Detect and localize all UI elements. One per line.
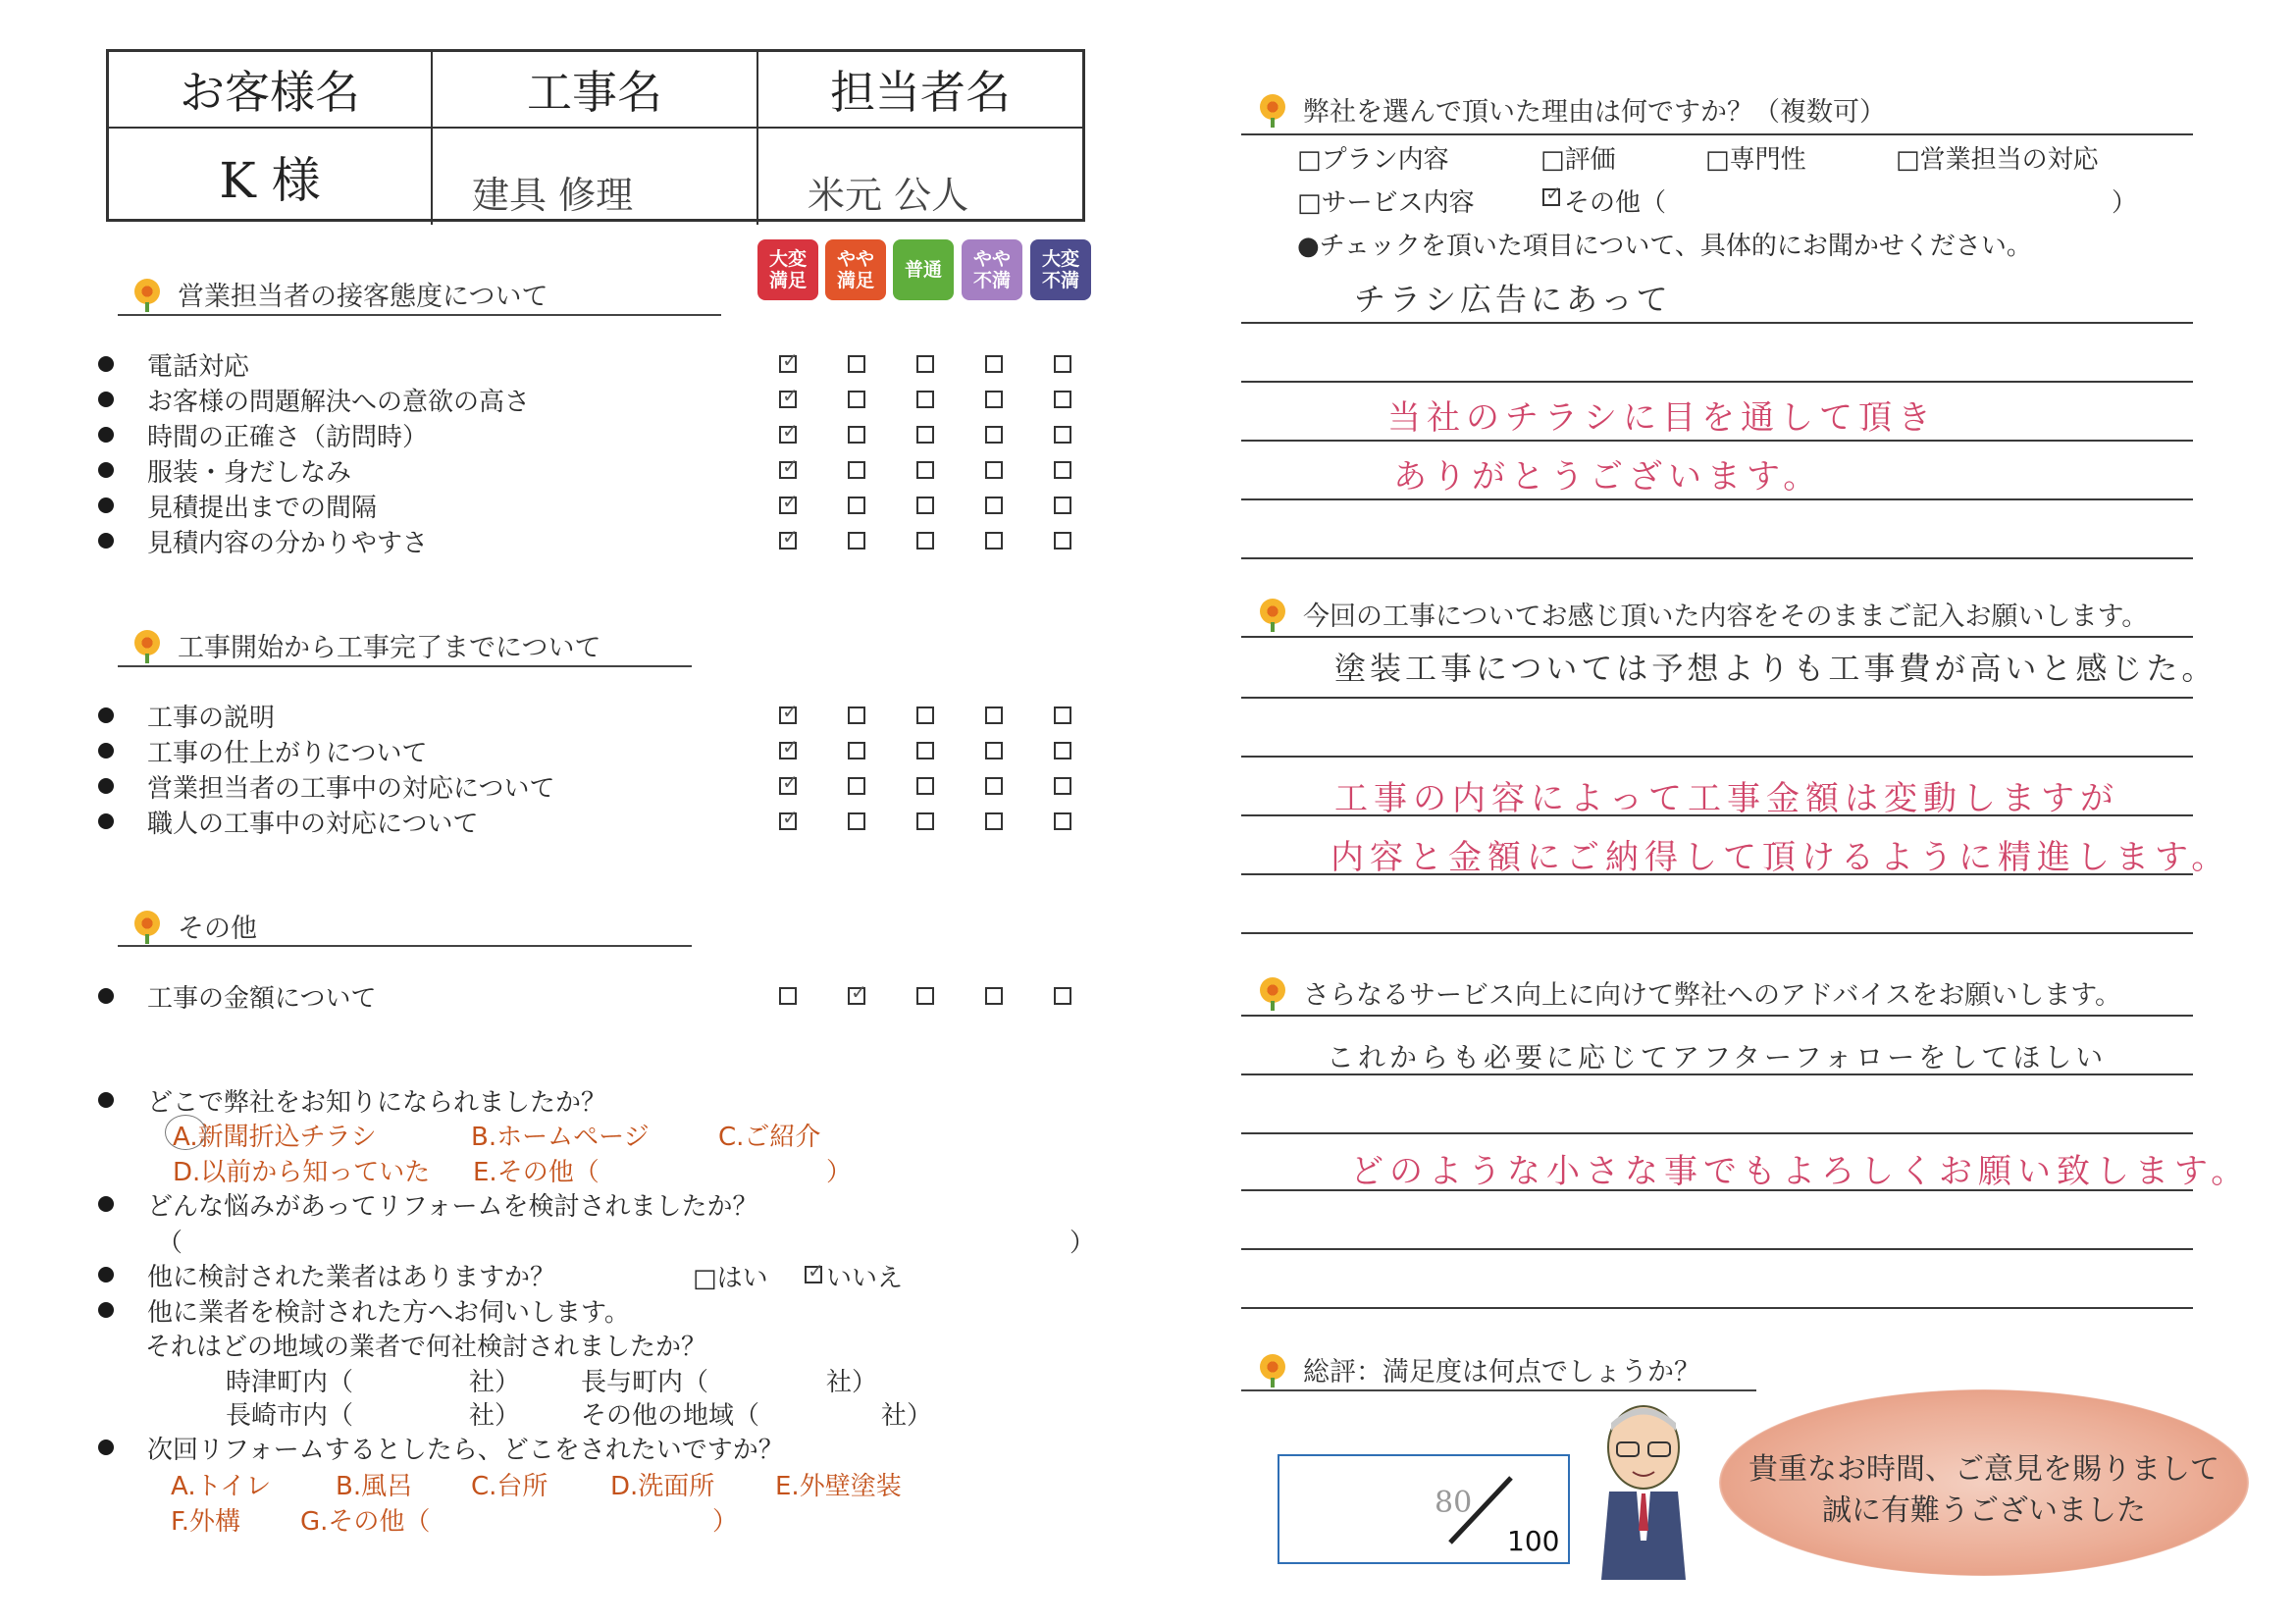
q-other-text: 他に検討された業者はありますか？: [147, 1262, 556, 1292]
rating-checkbox[interactable]: [916, 461, 934, 479]
question-label: 服装・身だしなみ: [147, 457, 352, 488]
rating-checkbox[interactable]: [1054, 355, 1071, 373]
rating-checkbox[interactable]: [1054, 391, 1071, 408]
source-option-b[interactable]: B.ホームページ: [471, 1123, 650, 1152]
rule: [1241, 322, 2193, 324]
rating-checkbox[interactable]: [779, 461, 797, 479]
flower-icon: [1258, 977, 1289, 1009]
rating-checkbox[interactable]: [1054, 777, 1071, 795]
question-row: [98, 524, 428, 557]
next-option-e[interactable]: E.外壁塗装: [775, 1472, 902, 1501]
section-divider: [118, 945, 692, 947]
flower-icon: [132, 630, 164, 661]
area-nagayo-sha: 社）: [826, 1368, 878, 1397]
thanks-line-1: 貴重なお時間、ご意見を賜りまして: [1748, 1452, 2219, 1487]
opt-expert[interactable]: □専門性: [1705, 145, 1806, 175]
other-no-label: いいえ: [826, 1264, 904, 1293]
other-no-checkbox[interactable]: [805, 1266, 822, 1283]
area-tokitsu-sha: 社）: [469, 1368, 521, 1397]
source-option-a[interactable]: [173, 1117, 377, 1153]
reason-answer: チラシ広告にあって: [1354, 281, 1672, 318]
bullet: [98, 497, 114, 513]
question-row: [98, 489, 377, 522]
question-row: [98, 979, 376, 1013]
section-divider: [118, 665, 692, 667]
section-title-text: 営業担当者の接客態度について: [178, 282, 548, 312]
feel-reply-1: 工事の内容によって工事金額は変動しますが: [1334, 779, 2119, 818]
bullet: [98, 356, 114, 372]
rule: [1241, 636, 2193, 638]
section-other-title: [132, 907, 257, 945]
source-option-a-text: A.新聞折込チラシ: [173, 1123, 377, 1152]
thanks-bubble: [1719, 1389, 2249, 1576]
rating-checkbox[interactable]: [779, 497, 797, 514]
question-row: [98, 805, 478, 838]
bullet: [98, 813, 114, 829]
area-tokitsu: 時津町内（: [226, 1368, 354, 1397]
rating-badge: 大変 満足: [757, 239, 818, 300]
other-yes-option[interactable]: □はい: [693, 1264, 768, 1293]
rating-checkbox[interactable]: [916, 532, 934, 550]
flower-icon: [1258, 599, 1289, 630]
rule: [1241, 873, 2193, 875]
staff-value: 米元 公人: [808, 173, 969, 217]
bullet: [98, 427, 114, 443]
opt-other: その他（: [1564, 188, 1667, 218]
bullet: [98, 743, 114, 759]
rule: [1241, 1015, 2193, 1017]
area-nagasaki: 長崎市内（: [226, 1401, 354, 1431]
rating-badge: やや 満足: [825, 239, 886, 300]
detail-prompt: ●チェックを頂いた項目について、具体的にお聞かせください。: [1297, 232, 2032, 261]
rating-checkbox[interactable]: [916, 987, 934, 1005]
rating-checkbox[interactable]: [985, 426, 1003, 444]
bullet: [98, 1302, 114, 1318]
score-box[interactable]: [1278, 1454, 1570, 1564]
opt-other-checkbox[interactable]: [1542, 188, 1560, 206]
rule: [1241, 498, 2193, 500]
rating-checkbox[interactable]: [916, 812, 934, 830]
rating-checkbox[interactable]: [1054, 461, 1071, 479]
rating-checkbox[interactable]: [779, 812, 797, 830]
question-label: 営業担当者の工事中の対応について: [147, 773, 555, 804]
circle-mark: [165, 1115, 206, 1150]
question-label: 職人の工事中の対応について: [147, 809, 479, 839]
next-option-b[interactable]: B.風呂: [336, 1472, 413, 1501]
section-title-text: その他: [178, 914, 257, 944]
next-option-d[interactable]: D.洗面所: [610, 1472, 715, 1501]
q-worry: [98, 1187, 757, 1221]
rule: [1241, 440, 2193, 442]
rule: [1241, 133, 2193, 135]
rating-checkbox[interactable]: [985, 707, 1003, 724]
score-title-text: 総評：満足度は何点でしょうか？: [1303, 1357, 1700, 1387]
rating-checkbox[interactable]: [779, 355, 797, 373]
opt-service[interactable]: □サービス内容: [1297, 188, 1475, 218]
rule: [1241, 1073, 2193, 1075]
rating-badge: やや 不満: [962, 239, 1022, 300]
rating-checkbox[interactable]: [848, 461, 865, 479]
rating-checkbox[interactable]: [1054, 426, 1071, 444]
rating-checkbox[interactable]: [848, 355, 865, 373]
rating-checkbox[interactable]: [848, 707, 865, 724]
rating-checkbox[interactable]: [779, 391, 797, 408]
rating-checkbox[interactable]: [848, 426, 865, 444]
work-value: 建具 修理: [433, 129, 758, 225]
feel-reply-2: 内容と金額にご納得して頂けるように精進します。: [1331, 838, 2231, 877]
opt-staff[interactable]: □営業担当の対応: [1896, 145, 2099, 175]
advice-title-text: さらなるサービス向上に向けて弊社へのアドバイスをお願いします。: [1303, 980, 2122, 1011]
rating-checkbox[interactable]: [1054, 987, 1071, 1005]
rating-checkbox[interactable]: [985, 987, 1003, 1005]
feel-title-text: 今回の工事についてお感じ頂いた内容をそのままご記入お願いします。: [1303, 602, 2149, 632]
q-area: [98, 1293, 630, 1327]
advice-answer: これからも必要に応じてアフターフォローをしてほしい: [1327, 1041, 2108, 1073]
rating-checkbox[interactable]: [916, 355, 934, 373]
section-service-title: [132, 275, 548, 313]
q-next-text: 次回リフォームするとしたら、どこをされたいですか？: [147, 1435, 784, 1465]
rating-checkbox[interactable]: [985, 497, 1003, 514]
rating-badge: 大変 不満: [1030, 239, 1091, 300]
rating-checkbox[interactable]: [985, 777, 1003, 795]
next-option-g[interactable]: G.その他（: [300, 1507, 431, 1537]
question-row: [98, 453, 351, 487]
opt-other-close: ）: [2112, 188, 2138, 218]
bullet: [98, 1267, 114, 1283]
question-row: [98, 769, 554, 803]
rating-checkbox[interactable]: [1054, 707, 1071, 724]
question-label: 工事の説明: [147, 703, 276, 733]
rule: [1241, 756, 2193, 758]
rating-checkbox[interactable]: [1054, 812, 1071, 830]
feel-answer: 塗装工事については予想よりも工事費が高いと感じた。: [1334, 650, 2218, 687]
rating-checkbox[interactable]: [985, 742, 1003, 759]
source-option-e[interactable]: E.その他（: [473, 1158, 600, 1187]
bullet: [98, 462, 114, 478]
flower-icon: [1258, 1354, 1289, 1386]
staff-label: 担当者名: [758, 52, 1082, 129]
rating-checkbox[interactable]: [1054, 497, 1071, 514]
flower-icon: [132, 911, 164, 942]
rating-badge: 普通: [893, 239, 954, 300]
customer-label: お客様名: [109, 52, 433, 129]
bullet: [98, 707, 114, 723]
section-divider: [1241, 1389, 1756, 1391]
source-option-c[interactable]: C.ご紹介: [718, 1123, 821, 1152]
rating-checkbox[interactable]: [779, 426, 797, 444]
rating-checkbox[interactable]: [779, 532, 797, 550]
score-max: 100: [1507, 1525, 1560, 1557]
bullet: [98, 778, 114, 794]
question-label: 見積提出までの間隔: [147, 493, 378, 523]
flower-icon: [132, 279, 164, 310]
reason-title: [1258, 90, 1886, 129]
reason-reply-2: ありがとうございます。: [1393, 457, 1823, 497]
slash-mark: [1446, 1474, 1515, 1546]
rating-checkbox[interactable]: [848, 497, 865, 514]
q-area-text-2: それはどの地域の業者で何社検討されましたか？: [145, 1333, 707, 1362]
rating-checkbox[interactable]: [985, 355, 1003, 373]
score-value: 80: [1435, 1486, 1473, 1520]
rating-checkbox[interactable]: [1054, 742, 1071, 759]
flower-icon: [1258, 94, 1289, 126]
rating-checkbox[interactable]: [916, 742, 934, 759]
score-title: [1258, 1350, 1700, 1388]
question-label: 見積内容の分かりやすさ: [147, 528, 429, 558]
question-label: 時間の正確さ（訪問時）: [147, 422, 429, 452]
question-row: [98, 347, 249, 381]
question-label: 電話対応: [147, 351, 250, 382]
bullet: [98, 988, 114, 1004]
bullet: [98, 1196, 114, 1212]
q-source-text: どこで弊社をお知りになられましたか？: [147, 1087, 607, 1118]
rating-checkbox[interactable]: [779, 742, 797, 759]
section-construction-title: [132, 626, 600, 664]
rule: [1241, 932, 2193, 934]
work-label: 工事名: [433, 52, 758, 129]
next-option-c[interactable]: C.台所: [471, 1472, 548, 1501]
rule: [1241, 1189, 2193, 1191]
rating-checkbox[interactable]: [916, 426, 934, 444]
rating-checkbox[interactable]: [985, 532, 1003, 550]
feel-title: [1258, 595, 2148, 633]
worry-close-paren: ）: [1070, 1229, 1096, 1258]
rating-checkbox[interactable]: [916, 777, 934, 795]
area-nagayo: 長与町内（: [581, 1368, 709, 1397]
question-label: お客様の問題解決への意欲の高さ: [147, 387, 531, 417]
area-other-sha: 社）: [881, 1401, 933, 1431]
rule: [1241, 1132, 2193, 1134]
q-worry-text: どんな悩みがあってリフォームを検討されましたか？: [147, 1191, 758, 1222]
q-source: [98, 1083, 606, 1117]
next-option-a[interactable]: A.トイレ: [171, 1472, 272, 1501]
q-next: [98, 1431, 784, 1464]
question-row: [98, 734, 427, 767]
thanks-line-2: 誠に有難うございました: [1822, 1493, 2146, 1528]
rating-checkbox[interactable]: [848, 777, 865, 795]
reason-title-text: 弊社を選んで頂いた理由は何ですか？（複数可）: [1303, 97, 1886, 128]
opt-plan[interactable]: □プラン内容: [1297, 145, 1449, 175]
area-other: その他の地域（: [581, 1401, 760, 1431]
rating-checkbox[interactable]: [916, 707, 934, 724]
area-nagasaki-sha: 社）: [469, 1401, 521, 1431]
advice-title: [1258, 973, 2121, 1012]
q-other-vendor: [98, 1258, 555, 1291]
section-title-text: 工事開始から工事完了までについて: [178, 633, 601, 663]
source-option-e-close: ）: [826, 1158, 853, 1187]
bullet: [98, 533, 114, 549]
bullet: [98, 1440, 114, 1455]
source-option-d[interactable]: D.以前から知っていた: [173, 1158, 431, 1187]
rating-checkbox[interactable]: [779, 987, 797, 1005]
rating-checkbox[interactable]: [985, 812, 1003, 830]
rating-checkbox[interactable]: [848, 987, 865, 1005]
rating-checkbox[interactable]: [779, 707, 797, 724]
header-table: [106, 49, 1085, 222]
question-row: [98, 418, 428, 451]
presenter-figure: [1590, 1393, 1697, 1590]
rule: [1241, 381, 2193, 383]
rule: [1241, 697, 2193, 699]
rule: [1241, 1248, 2193, 1250]
rating-checkbox[interactable]: [848, 742, 865, 759]
question-label: 工事の仕上がりについて: [147, 738, 428, 768]
worry-open-paren: （: [157, 1229, 183, 1258]
opt-eval[interactable]: □評価: [1540, 145, 1616, 175]
rule: [1241, 557, 2193, 559]
rule: [1241, 814, 2193, 816]
rating-checkbox[interactable]: [1054, 532, 1071, 550]
rating-checkbox[interactable]: [985, 391, 1003, 408]
section-divider: [118, 314, 721, 316]
question-row: [98, 383, 530, 416]
next-option-f[interactable]: F.外構: [171, 1507, 241, 1537]
rating-checkbox[interactable]: [848, 532, 865, 550]
rule: [1241, 1307, 2193, 1309]
bullet: [98, 1092, 114, 1108]
q-area-text: 他に業者を検討された方へお伺いします。: [147, 1297, 630, 1328]
reason-reply-1: 当社のチラシに目を通して頂き: [1387, 398, 1937, 438]
rating-checkbox[interactable]: [916, 497, 934, 514]
rating-checkbox[interactable]: [848, 812, 865, 830]
question-row: [98, 699, 275, 732]
rating-checkbox[interactable]: [985, 461, 1003, 479]
advice-reply: どのような小さな事でもよろしくお願い致します。: [1350, 1152, 2251, 1191]
customer-value: K 様: [109, 129, 433, 225]
question-label: 工事の金額について: [147, 983, 377, 1014]
bullet: [98, 392, 114, 407]
rating-checkbox[interactable]: [779, 777, 797, 795]
rating-checkbox[interactable]: [848, 391, 865, 408]
rating-checkbox[interactable]: [916, 391, 934, 408]
next-option-g-close: ）: [712, 1507, 739, 1537]
